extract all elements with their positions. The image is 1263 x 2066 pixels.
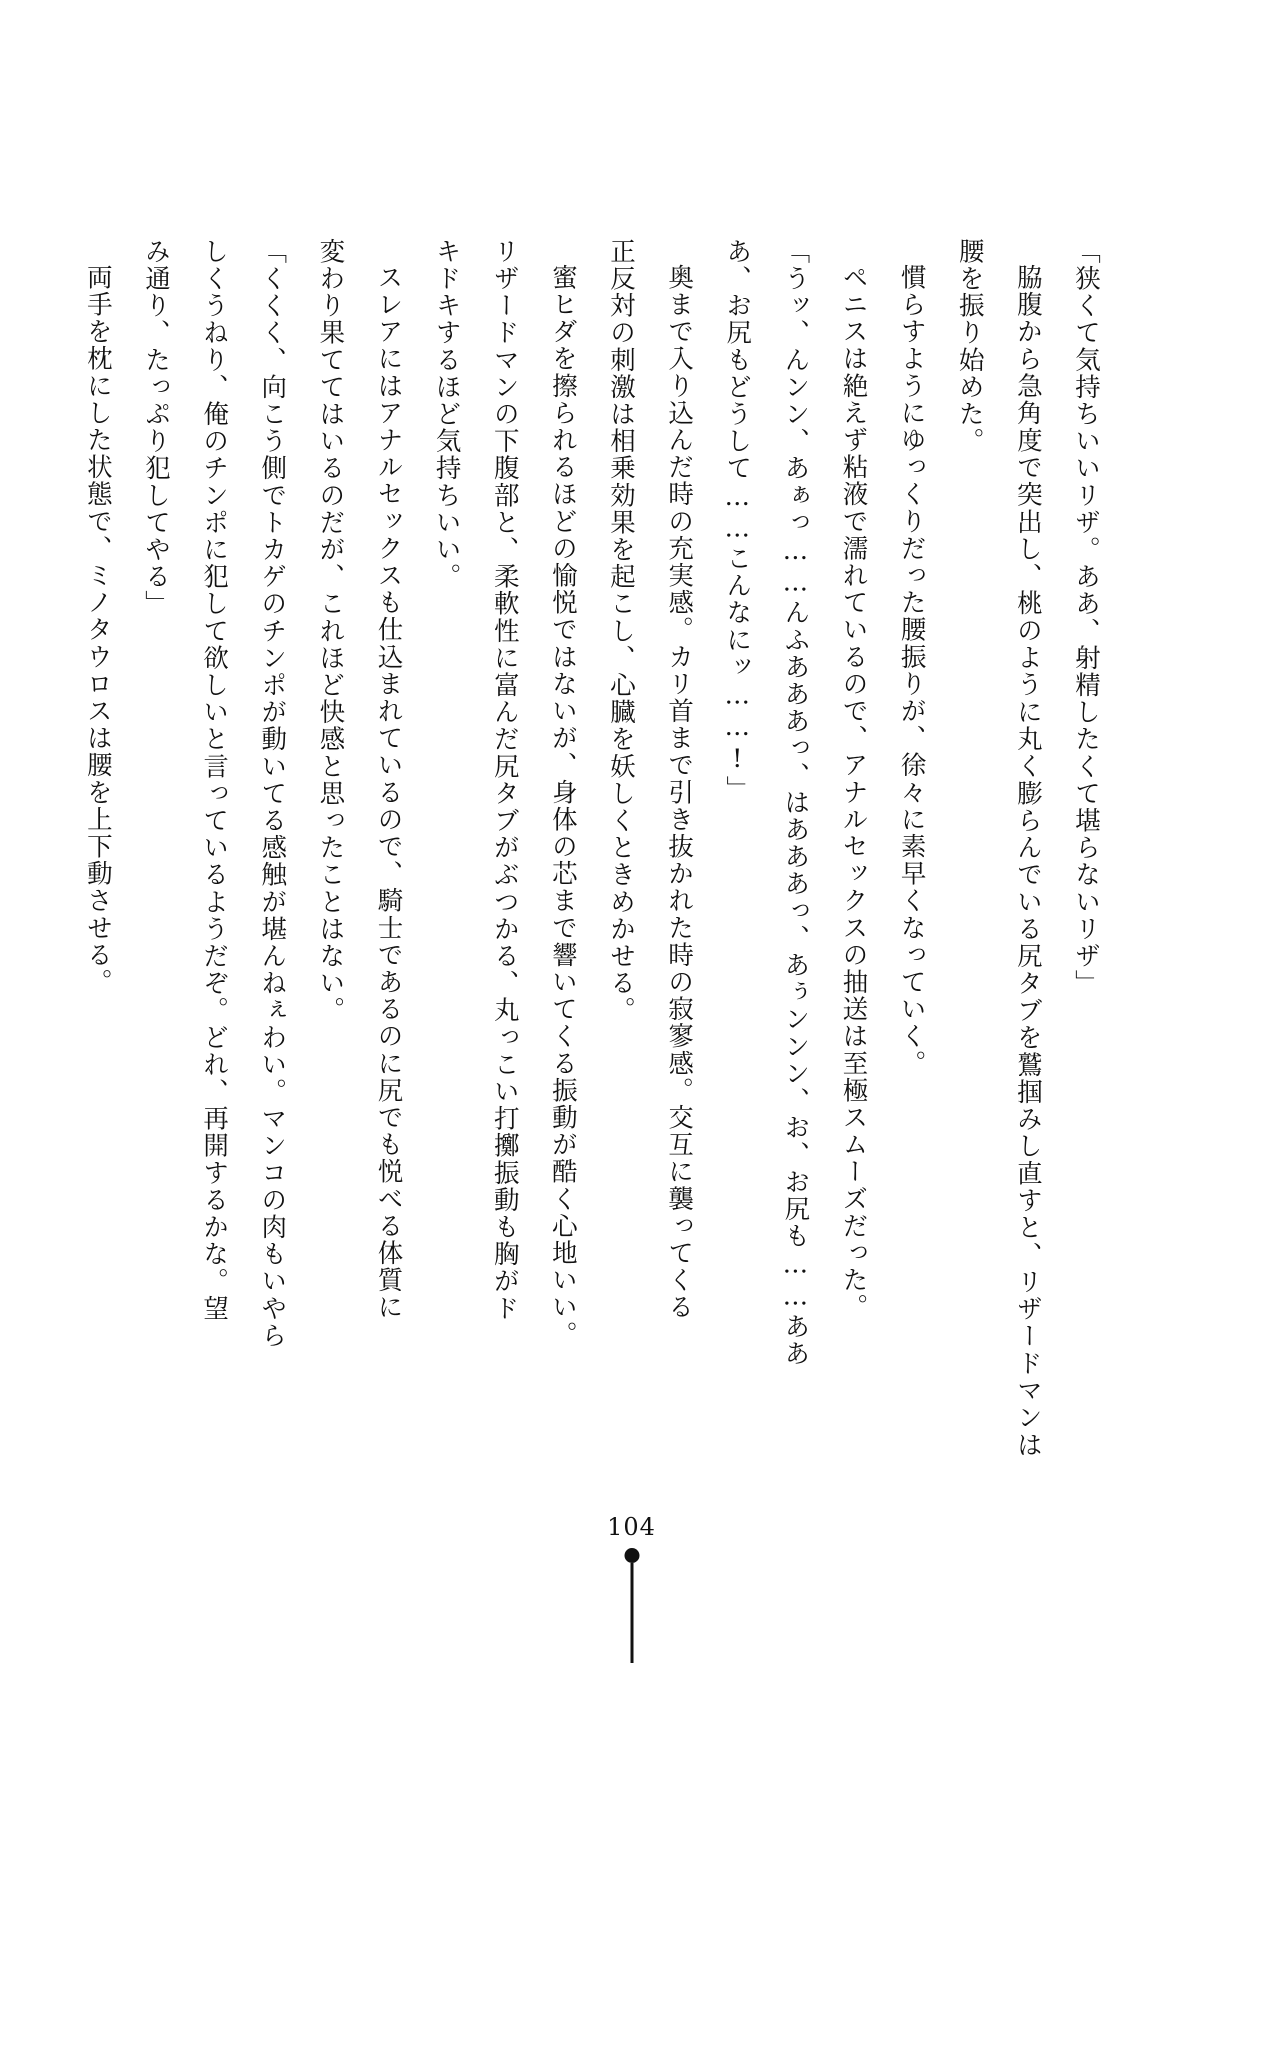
paragraph: リザードマンの下腹部と、柔軟性に富んだ尻タブがぶつかる、丸っこい打擲振動も胸がド: [489, 238, 520, 1322]
bullet-dot-icon: [624, 1548, 639, 1563]
paragraph: 「くくく、向こう側でトカゲのチンポが動いてる感触が堪んねぇわい。マンコの肉もいやら: [257, 238, 288, 1350]
vertical-rule-icon: [630, 1563, 633, 1663]
paragraph: 両手を枕にした状態で、ミノタウロスは腰を上下動させる。: [82, 263, 113, 996]
paragraph: ペニスは絶えず粘液で濡れているので、アナルセックスの抽送は至極スムーズだった。: [838, 263, 869, 1321]
paragraph: スレアにはアナルセックスも仕込まれているので、騎士であるのに尻でも悦べる体質に: [373, 263, 404, 1321]
paragraph: キドキするほど気持ちいい。: [431, 238, 462, 591]
page-footer-mark: [612, 1548, 652, 1668]
paragraph: 「狭くて気持ちいいリザ。ああ、射精したくて堪らないリザ」: [1071, 238, 1101, 997]
paragraph: 「うッ、んンン、あぁっ……んふあああっ、はあああっ、あぅンンン、お、お尻も……ああ: [780, 238, 811, 1368]
paragraph: 変わり果ててはいるのだが、これほど快感と思ったことはない。: [315, 238, 346, 1024]
page-body-text: [82, 238, 1115, 1458]
paragraph: み通り、たっぷり犯してやる」: [141, 238, 171, 618]
paragraph: 慣らすようにゆっくりだった腰振りが、徐々に素早くなっていく。: [896, 263, 927, 1077]
paragraph: あ、お尻もどうして……こんなにッ……!」: [722, 238, 753, 803]
paragraph: 正反対の刺激は相乗効果を起こし、心臓を妖しくときめかせる。: [606, 238, 636, 1024]
paragraph: 奥まで入り込んだ時の充実感。カリ首まで引き抜かれた時の寂寥感。交互に襲ってくる: [664, 263, 695, 1321]
page-number: 104: [607, 1513, 656, 1541]
paragraph: しくうねり、俺のチンポに犯して欲しいと言っているようだぞ。どれ、再開するかな。望: [199, 238, 230, 1322]
paragraph: 蜜ヒダを擦られるほどの愉悦ではないが、身体の芯まで響いてくる振動が酷く心地いい。: [547, 263, 578, 1348]
paragraph: 脇腹から急角度で突出し、桃のように丸く膨らんでいる尻タブを鷲掴みし直すと、リザードマンは腰を振り始めた。: [954, 238, 1043, 1458]
